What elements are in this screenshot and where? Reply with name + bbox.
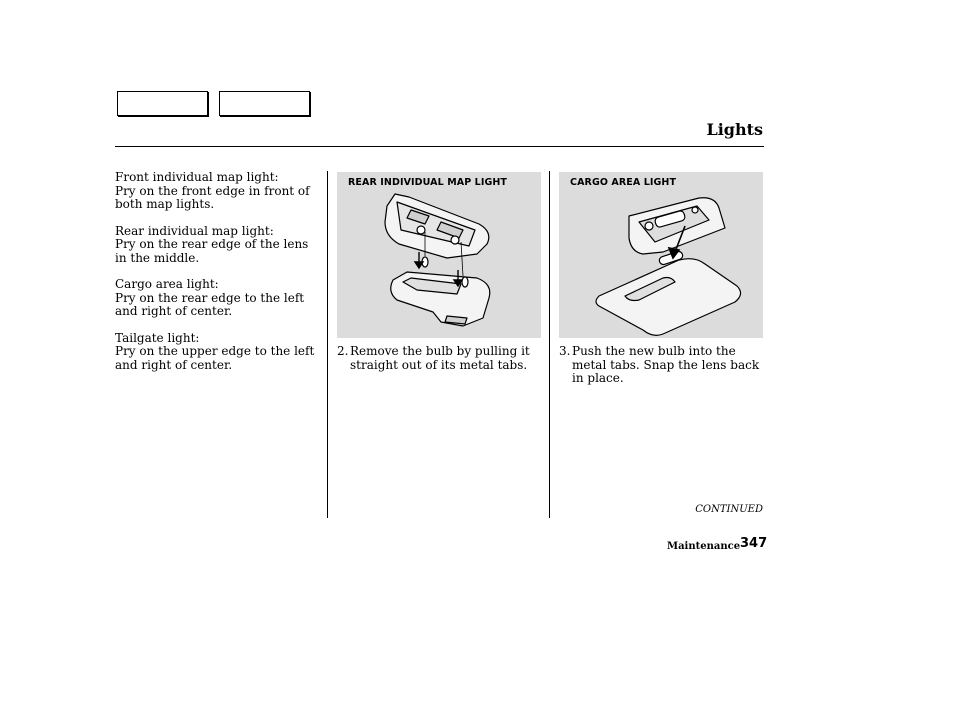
column-divider (327, 171, 328, 518)
rear-map-light-illustration (337, 172, 541, 338)
instruction-text: Pry on the rear edge to the left and right of center. (115, 290, 305, 318)
removal-instructions (115, 171, 323, 385)
instruction-label: Cargo area light: (115, 277, 219, 291)
figure-caption: CARGO AREA LIGHT (570, 177, 677, 188)
cargo-light-illustration (559, 172, 763, 338)
step-2 (337, 345, 547, 372)
instruction-text: Pry on the front edge in front of both map lights. (115, 183, 310, 211)
step-number: 3. (559, 344, 571, 358)
nav-button-2[interactable] (219, 91, 310, 116)
instruction-label: Rear individual map light: (115, 223, 274, 238)
step-number: 2. (337, 344, 349, 358)
column-divider (549, 171, 550, 518)
instruction-tailgate-light (115, 332, 323, 373)
continued-label: CONTINUED (695, 504, 763, 515)
footer-section-name: Maintenance (667, 541, 741, 552)
figure-cargo-light (559, 172, 763, 338)
instruction-text: Pry on the upper edge to the left and right of center. (115, 344, 315, 372)
nav-button-1[interactable] (117, 91, 208, 116)
instruction-front-map-light (115, 171, 323, 212)
page-number: 347 (740, 536, 768, 551)
instruction-text: Pry on the rear edge of the lens in the middle. (115, 237, 309, 265)
header-rule (115, 146, 764, 147)
instruction-label: Front individual map light: (115, 170, 279, 184)
step-3 (559, 345, 769, 386)
instruction-cargo-light (115, 278, 323, 319)
instruction-label: Tailgate light: (115, 330, 200, 345)
figure-rear-map-light (337, 172, 541, 338)
instruction-rear-map-light (115, 225, 323, 266)
step-text: Push the new bulb into the metal tabs. Snap the lens back in place. (572, 344, 760, 385)
step-text: Remove the bulb by pulling it straight out of its metal tabs. (350, 344, 530, 372)
page-title: Lights (706, 120, 763, 139)
figure-caption: REAR INDIVIDUAL MAP LIGHT (348, 177, 507, 188)
